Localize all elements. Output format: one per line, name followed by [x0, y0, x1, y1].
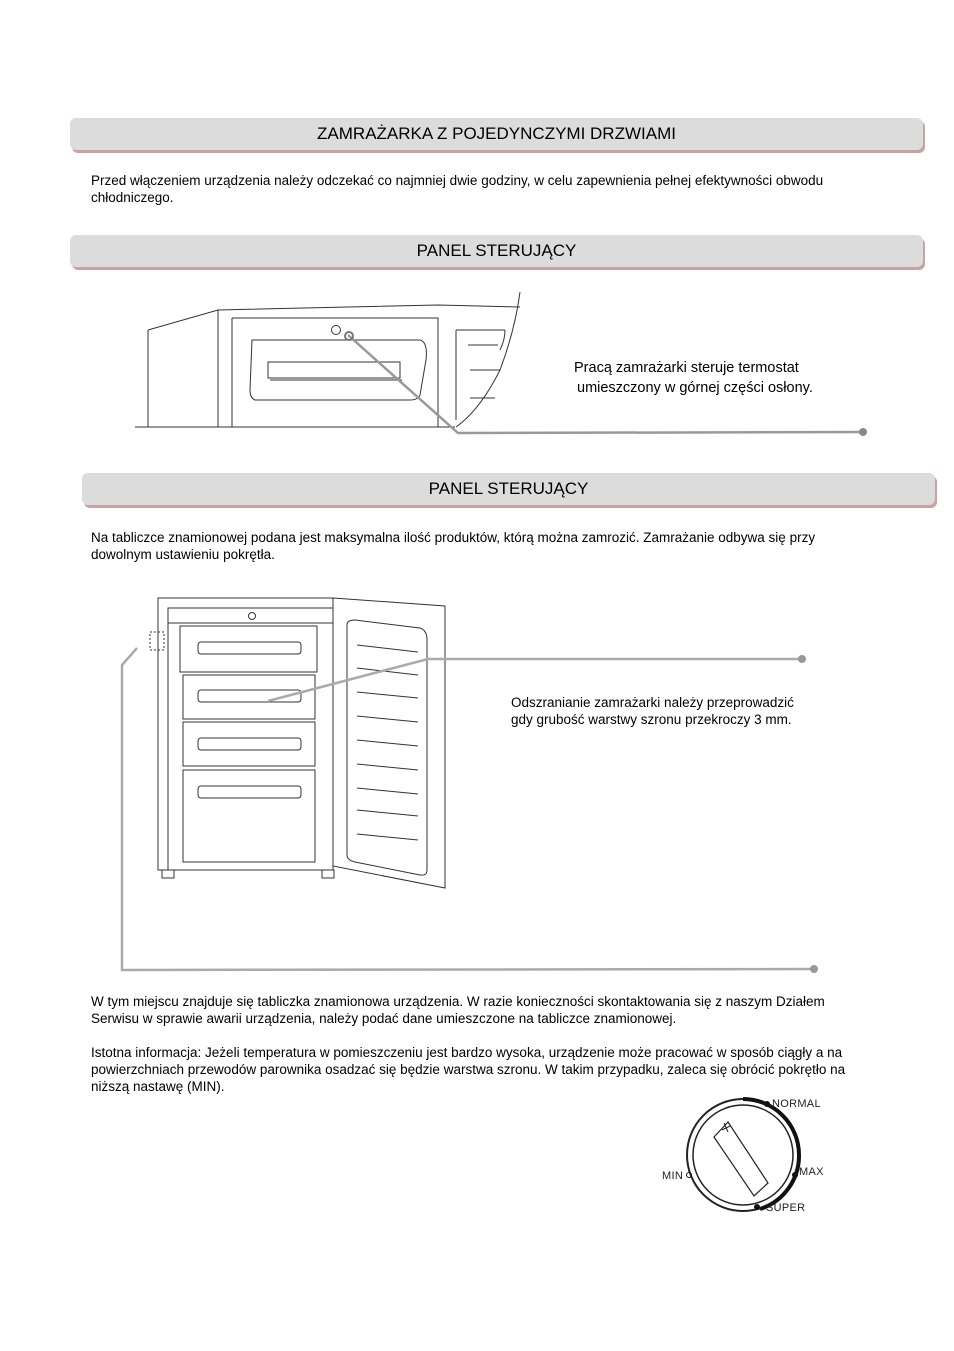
dial-label-super: SUPER — [766, 1202, 806, 1214]
dial-label-min: MIN — [662, 1170, 684, 1182]
dial-label-max: MAX — [799, 1166, 824, 1178]
nameplate-paragraph: W tym miejscu znajduje się tabliczka znamionowa urządzenia. W razie konieczności skontaktowania się z naszym Działem Serwisu w sprawie awarii urządzenia, należy podać dane umieszczone na tabliczce znamionowej. — [91, 994, 825, 1026]
thermostat-callout-line1: Pracą zamrażarki steruje termostat — [574, 360, 799, 376]
section-title-text: PANEL STERUJĄCY — [416, 241, 577, 260]
section-title-text: ZAMRAŻARKA Z POJEDYNCZYMI DRZWIAMI — [317, 124, 676, 143]
dial-label-normal: NORMAL — [772, 1098, 821, 1110]
section-title-text: PANEL STERUJĄCY — [428, 479, 589, 498]
defrost-callout: Odszranianie zamrażarki należy przeprowadzić gdy grubość warstwy szronu przekroczy 3 mm. — [511, 695, 794, 727]
intro-paragraph: Przed włączeniem urządzenia należy odczekać co najmniej dwie godziny, w celu zapewnienia pełnej efektywności obwodu chłodniczego. — [91, 173, 824, 205]
thermostat-callout-line2: umieszczony w górnej części osłony. — [577, 380, 813, 396]
important-info-paragraph: Istotna informacja: Jeżeli temperatura w pomieszczeniu jest bardzo wysoka, urządzenie może pracować w sposób ciągły a na powierzchniach przewodów parownika osadzać się będzie warstwa szronu. W takim przypadku, zaleca się obrócić pokrętło na niższą nastawę (MIN). — [91, 1045, 846, 1094]
capacity-paragraph: Na tabliczce znamionowej podana jest maksymalna ilość produktów, którą można zamrozić. Zamrażanie odbywa się przy dowolnym ustawieniu pokrętła. — [91, 530, 816, 562]
